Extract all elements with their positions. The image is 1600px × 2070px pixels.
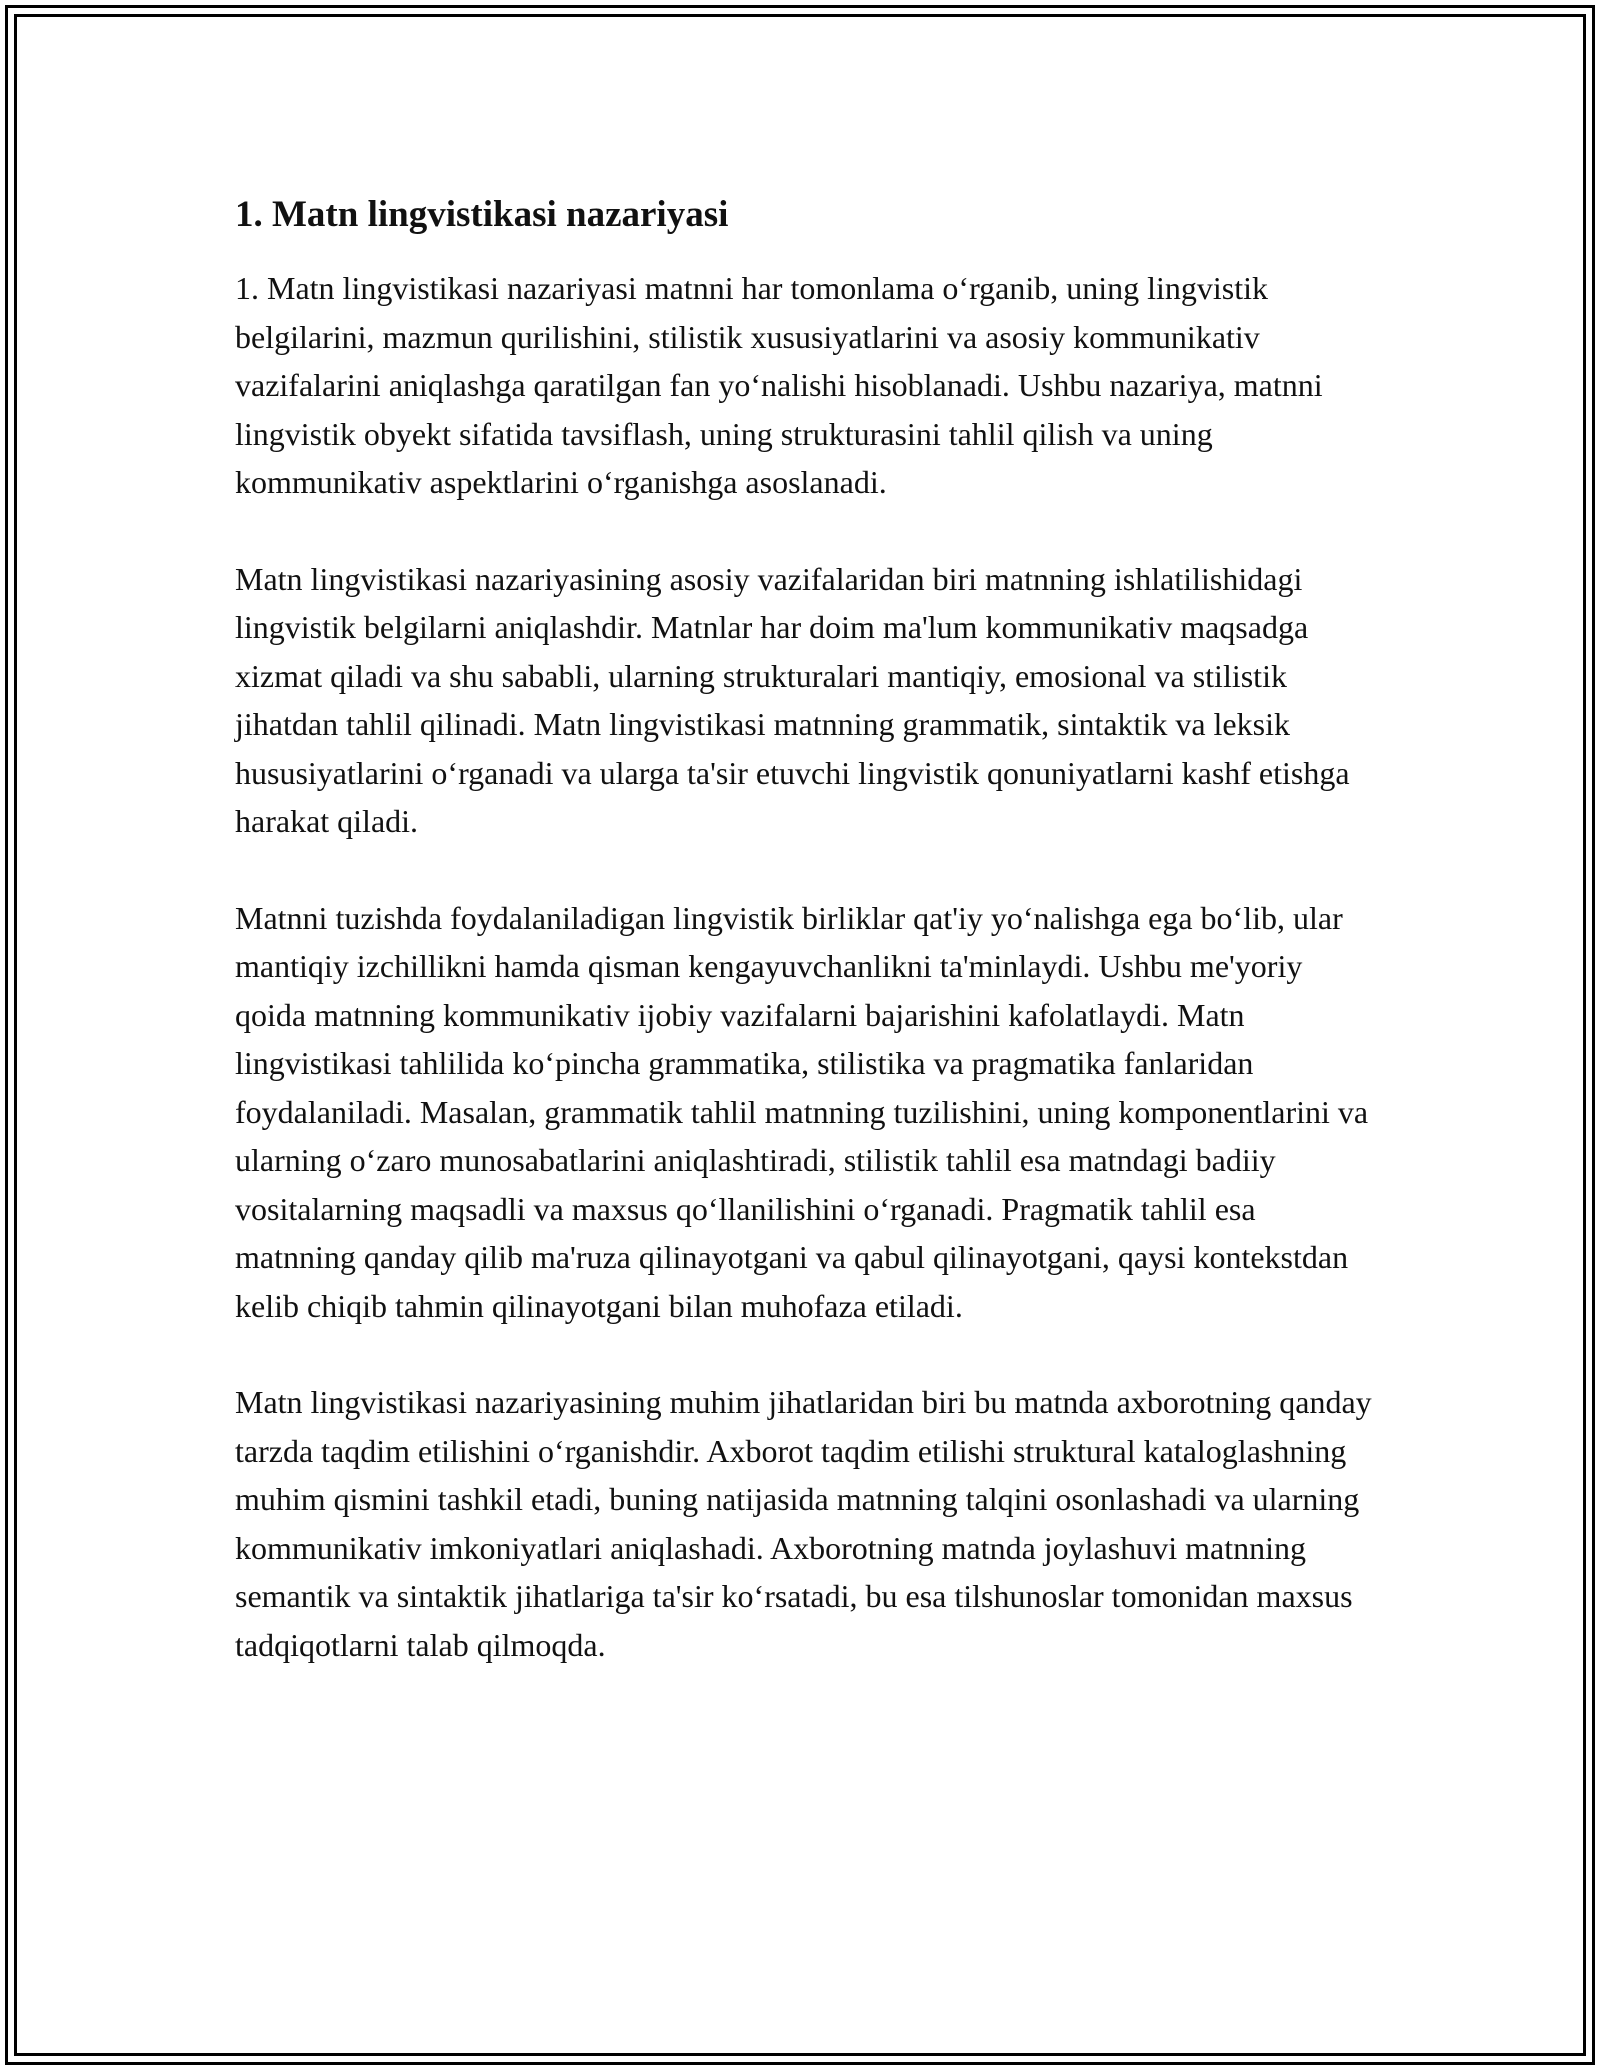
paragraph-4: Matn lingvistikasi nazariyasining muhim jihatlaridan biri bu matnda axborotning qanday tarzda taqdim etilishini o‘rganishdir. Axborot taqdim etilishi struktural kataloglashning muhim qismini tashkil etadi, buning natijasida matnning talqini osonlashadi va ularning kommunikativ imkoniyatlari aniqlashadi. Axborotning matnda joylashuvi matnning semantik va sintaktik jihatlariga ta'sir ko‘rsatadi, bu esa tilshunoslar tomonidan maxsus tadqiqotlarni talab qilmoqda.	[235, 1384, 1372, 1663]
page-title: 1. Matn lingvistikasi nazariyasi	[235, 194, 729, 235]
document-body	[235, 188, 1375, 1669]
paragraph-1: 1. Matn lingvistikasi nazariyasi matnni har tomonlama o‘rganib, uning lingvistik belgilarini, mazmun qurilishini, stilistik xususiyatlarini va asosiy kommunikativ vazifalarini aniqlashga qaratilgan fan yo‘nalishi hisoblanadi. Ushbu nazariya, matnni lingvistik obyekt sifatida tavsiflash, uning strukturasini tahlil qilish va uning kommunikativ aspektlarini o‘rganishga asoslanadi.	[235, 270, 1323, 500]
paragraph-3: Matnni tuzishda foydalaniladigan lingvistik birliklar qat'iy yo‘nalishga ega bo‘lib, ular mantiqiy izchillikni hamda qisman kengayuvchanlikni ta'minlaydi. Ushbu me'yoriy qoida matnning kommunikativ ijobiy vazifalarni bajarishini kafolatlaydi. Matn lingvistikasi tahlilida ko‘pincha grammatika, stilistika va pragmatika fanlaridan foydalaniladi. Masalan, grammatik tahlil matnning tuzilishini, uning komponentlarini va ularning o‘zaro munosabatlarini aniqlashtiradi, stilistik tahlil esa matndagi badiiy vositalarning maqsadli va maxsus qo‘llanilishini o‘rganadi. Pragmatik tahlil esa matnning qanday qilib ma'ruza qilinayotgani va qabul qilinayotgani, qaysi kontekstdan kelib chiqib tahmin qilinayotgani bilan muhofaza etiladi.	[235, 899, 1369, 1324]
paragraph-2: Matn lingvistikasi nazariyasining asosiy vazifalaridan biri matnning ishlatilishidagi lingvistik belgilarni aniqlashdir. Matnlar har doim ma'lum kommunikativ maqsadga xizmat qiladi va shu sababli, ularning strukturalari mantiqiy, emosional va stilistik jihatdan tahlil qilinadi. Matn lingvistikasi matnning grammatik, sintaktik va leksik hususiyatlarini o‘rganadi va ularga ta'sir etuvchi lingvistik qonuniyatlarni kashf etishga harakat qiladi.	[235, 560, 1350, 839]
